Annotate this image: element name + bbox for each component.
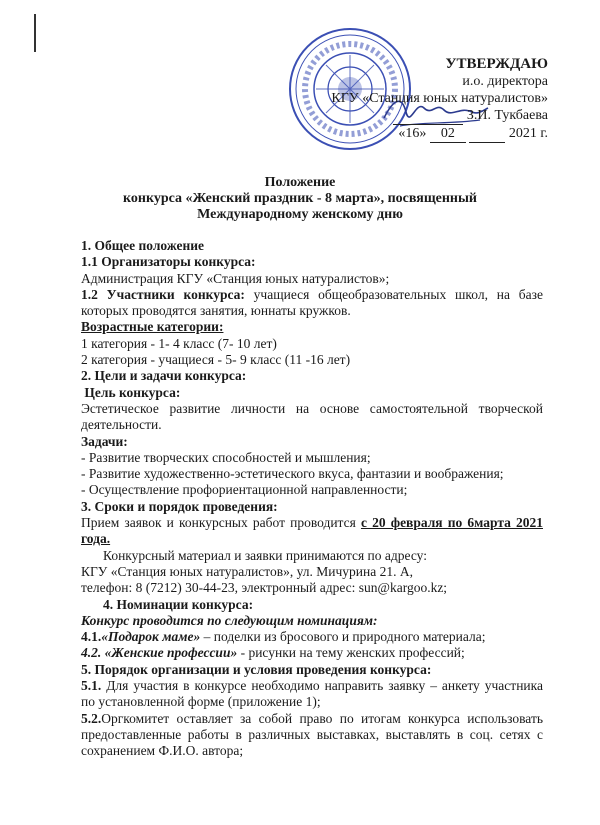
section-5-heading: 5. Порядок организации и условия проведения конкурса: (81, 661, 432, 677)
deadline-dates: с 20 февраля по 6марта 2021 года. (81, 515, 543, 547)
task-2: - Развитие художественно-эстетического вкуса, фантазии и воображения; (81, 466, 504, 482)
title-line-2: конкурса «Женский праздник - 8 марта», посвященный (123, 191, 477, 206)
address-line-2: КГУ «Станция юных натуралистов», ул. Мичурина 21. А, (81, 563, 413, 579)
nominations-intro: Конкурс проводится по следующим номинациям: (81, 612, 378, 628)
approval-heading: УТВЕРЖДАЮ (445, 56, 548, 72)
approval-org: КГУ «Станция юных натуралистов» (331, 91, 548, 106)
nomination-2-text: - рисунки на тему женских профессий; (237, 645, 465, 661)
approval-date-day: «16» (398, 126, 427, 141)
address-line-1: Конкурсный материал и заявки принимаются по адресу: (103, 547, 427, 563)
task-1: - Развитие творческих способностей и мышления; (81, 449, 371, 465)
approval-date (331, 125, 548, 143)
tasks-heading: Задачи: (81, 433, 128, 449)
deadline-text: Прием заявок и конкурсных работ проводится (81, 515, 361, 531)
participants-text: учащиеся общеобразовательных школ, на базе которых проводятся занятия, юннаты кружков. (81, 286, 543, 319)
approval-position: и.о. директора (462, 74, 548, 89)
clause-5-1-text: Для участия в конкурсе необходимо направить заявку – анкету участника по установленной форме (приложение 1); (81, 678, 543, 710)
approval-block (331, 56, 548, 143)
nomination-1-text: – поделки из бросового и природного материала; (200, 629, 486, 645)
clause-5-1-number: 5.1. (81, 678, 102, 694)
scan-edge-mark (34, 14, 36, 52)
approval-date-year: 2021 г. (508, 126, 548, 141)
section-4-heading: 4. Номинации конкурса: (103, 596, 254, 612)
task-3: - Осуществление профориентационной направленности; (81, 482, 408, 498)
clause-5-2-number: 5.2. (81, 710, 102, 726)
title-line-1: Положение (264, 175, 336, 190)
document-body (81, 238, 543, 760)
nomination-1-title: «Подарок маме» (101, 629, 201, 645)
address-line-3: телефон: 8 (7212) 30-44-23, электронный адрес: sun@kargoo.kz; (81, 580, 448, 596)
approval-date-month: 02 (430, 125, 466, 143)
nomination-2 (81, 645, 543, 661)
title-line-3: Международному женскому дню (197, 207, 403, 222)
deadline-paragraph (81, 515, 543, 548)
section-3-heading: 3. Сроки и порядок проведения: (81, 498, 278, 514)
clause-5-2-text: Оргкомитет оставляет за собой право по итогам конкурса использовать предоставленные работы в различных выставках, выставлять в соц. сетях с сохранением Ф.И.О. автора; (81, 710, 543, 759)
nomination-2-title: «Женские профессии» (104, 645, 238, 661)
nomination-1-number: 4.1. (81, 629, 102, 645)
clause-5-2 (81, 711, 543, 760)
approval-name: З.И. Тукбаева (466, 108, 548, 123)
nomination-1 (81, 629, 543, 645)
nomination-2-number: 4.2. (81, 645, 105, 661)
section-1-heading: 1. Общее положение (81, 238, 204, 253)
organizers-text: Администрация КГУ «Станция юных натуралистов»; (81, 270, 390, 286)
participants-paragraph (81, 287, 543, 320)
clause-5-1 (81, 678, 543, 711)
age-categories-heading: Возрастные категории: (81, 319, 224, 335)
participants-label: 1.2 Участники конкурса: (81, 286, 245, 302)
section-2-heading: 2. Цели и задачи конкурса: (81, 368, 247, 384)
approval-name-line (331, 107, 548, 125)
age-category-2: 2 категория - учащиеся - 5- 9 класс (11 -16 лет) (81, 352, 351, 368)
organizers-heading: 1.1 Организаторы конкурса: (81, 254, 256, 270)
goal-heading: Цель конкурса: (81, 384, 181, 400)
age-category-1: 1 категория - 1- 4 класс (7- 10 лет) (81, 335, 277, 351)
goal-text: Эстетическое развитие личности на основе самостоятельной творческой деятельности. (81, 400, 543, 433)
document-title (0, 175, 600, 223)
